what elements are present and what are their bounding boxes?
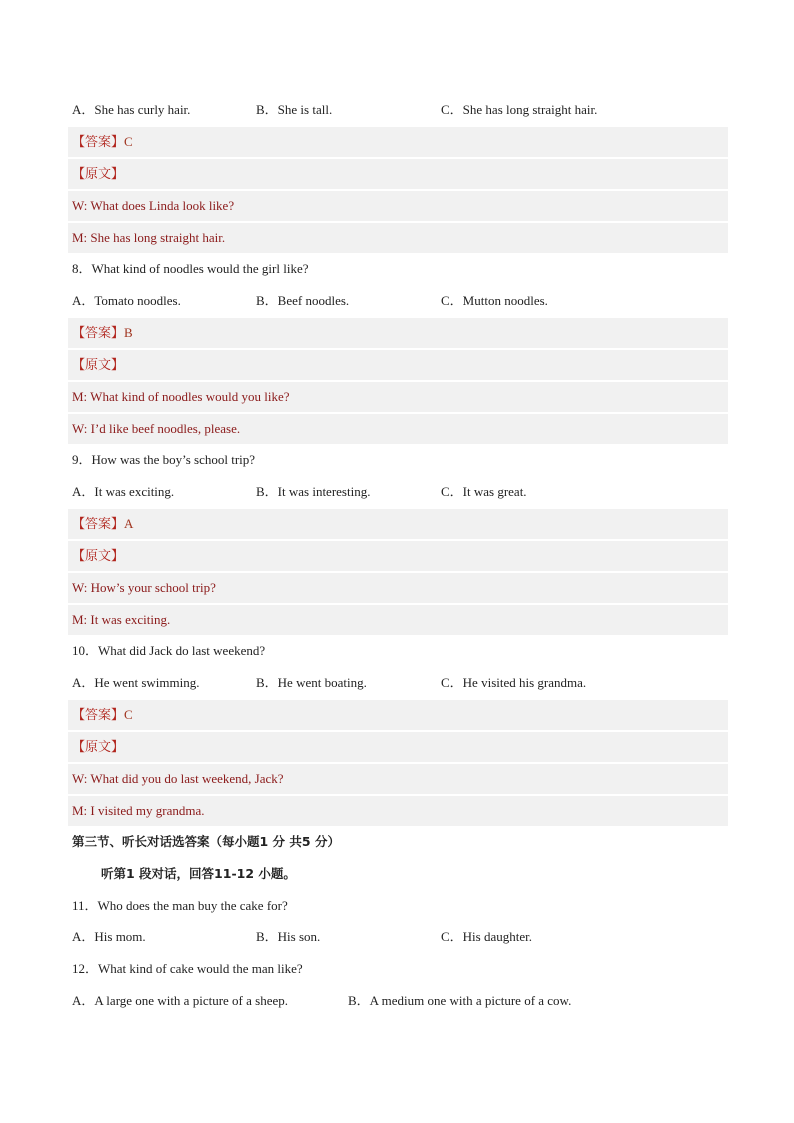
q12-option-b: B．A medium one with a picture of a cow.	[348, 993, 572, 1008]
q7-answer	[68, 127, 728, 157]
q8-question: 8．What kind of noodles would the girl like?	[72, 261, 309, 276]
q7-transcript-line-2: M: She has long straight hair.	[68, 223, 728, 253]
q10-question: 10．What did Jack do last weekend?	[72, 643, 266, 658]
q11-option-c: C．His daughter.	[441, 929, 532, 944]
q8-transcript-line-1: M: What kind of noodles would you like?	[68, 382, 728, 412]
q12-question: 12．What kind of cake would the man like?	[72, 961, 303, 976]
q9-answer	[68, 509, 728, 539]
answer-value: A	[124, 516, 134, 531]
answer-label: 【答案】	[72, 325, 125, 340]
q7-transcript-line-1: W: What does Linda look like?	[68, 191, 728, 221]
q7-option-a: A．She has curly hair.	[72, 102, 191, 117]
q8-transcript-label: 【原文】	[68, 350, 728, 380]
q7-option-c: C．She has long straight hair.	[441, 102, 598, 117]
q11-options	[68, 922, 724, 952]
q8-option-b: B．Beef noodles.	[256, 293, 350, 308]
q8-option-c: C．Mutton noodles.	[441, 293, 548, 308]
q12-option-a: A．A large one with a picture of a sheep.	[72, 993, 288, 1008]
section-3-title: 第三节、听长对话选答案（每小题1 分 共5 分）	[72, 834, 340, 849]
q10-option-a: A．He went swimming.	[72, 675, 200, 690]
section-3-instruction: 听第1 段对话，回答11-12 小题。	[101, 866, 296, 881]
answer-label: 【答案】	[72, 134, 125, 149]
q10-answer	[68, 700, 728, 730]
answer-label: 【答案】	[72, 707, 125, 722]
q11-option-a: A．His mom.	[72, 929, 146, 944]
q10-option-b: B．He went boating.	[256, 675, 367, 690]
q9-transcript-line-2: M: It was exciting.	[68, 605, 728, 635]
q9-option-a: A．It was exciting.	[72, 484, 175, 499]
q9-option-c: C．It was great.	[441, 484, 527, 499]
q9-transcript-label: 【原文】	[68, 541, 728, 571]
q8-option-a: A．Tomato noodles.	[72, 293, 181, 308]
q10-options	[68, 668, 724, 698]
answer-value: B	[124, 325, 133, 340]
answer-label: 【答案】	[72, 516, 125, 531]
q8-transcript-line-2: W: I’d like beef noodles, please.	[68, 414, 728, 444]
q10-transcript-line-1: W: What did you do last weekend, Jack?	[68, 764, 728, 794]
q9-options	[68, 477, 724, 507]
q10-transcript-label: 【原文】	[68, 732, 728, 762]
q8-answer	[68, 318, 728, 348]
q10-option-c: C．He visited his grandma.	[441, 675, 587, 690]
q12-options	[68, 986, 724, 1016]
q7-option-b: B．She is tall.	[256, 102, 333, 117]
q11-option-b: B．His son.	[256, 929, 321, 944]
q10-transcript-line-2: M: I visited my grandma.	[68, 796, 728, 826]
q9-question: 9．How was the boy’s school trip?	[72, 452, 256, 467]
q11-question: 11．Who does the man buy the cake for?	[72, 898, 288, 913]
answer-value: C	[124, 707, 133, 722]
answer-value: C	[124, 134, 133, 149]
q8-options	[68, 286, 724, 316]
q9-transcript-line-1: W: How’s your school trip?	[68, 573, 728, 603]
q7-options	[68, 95, 724, 125]
q9-option-b: B．It was interesting.	[256, 484, 371, 499]
q7-transcript-label: 【原文】	[68, 159, 728, 189]
